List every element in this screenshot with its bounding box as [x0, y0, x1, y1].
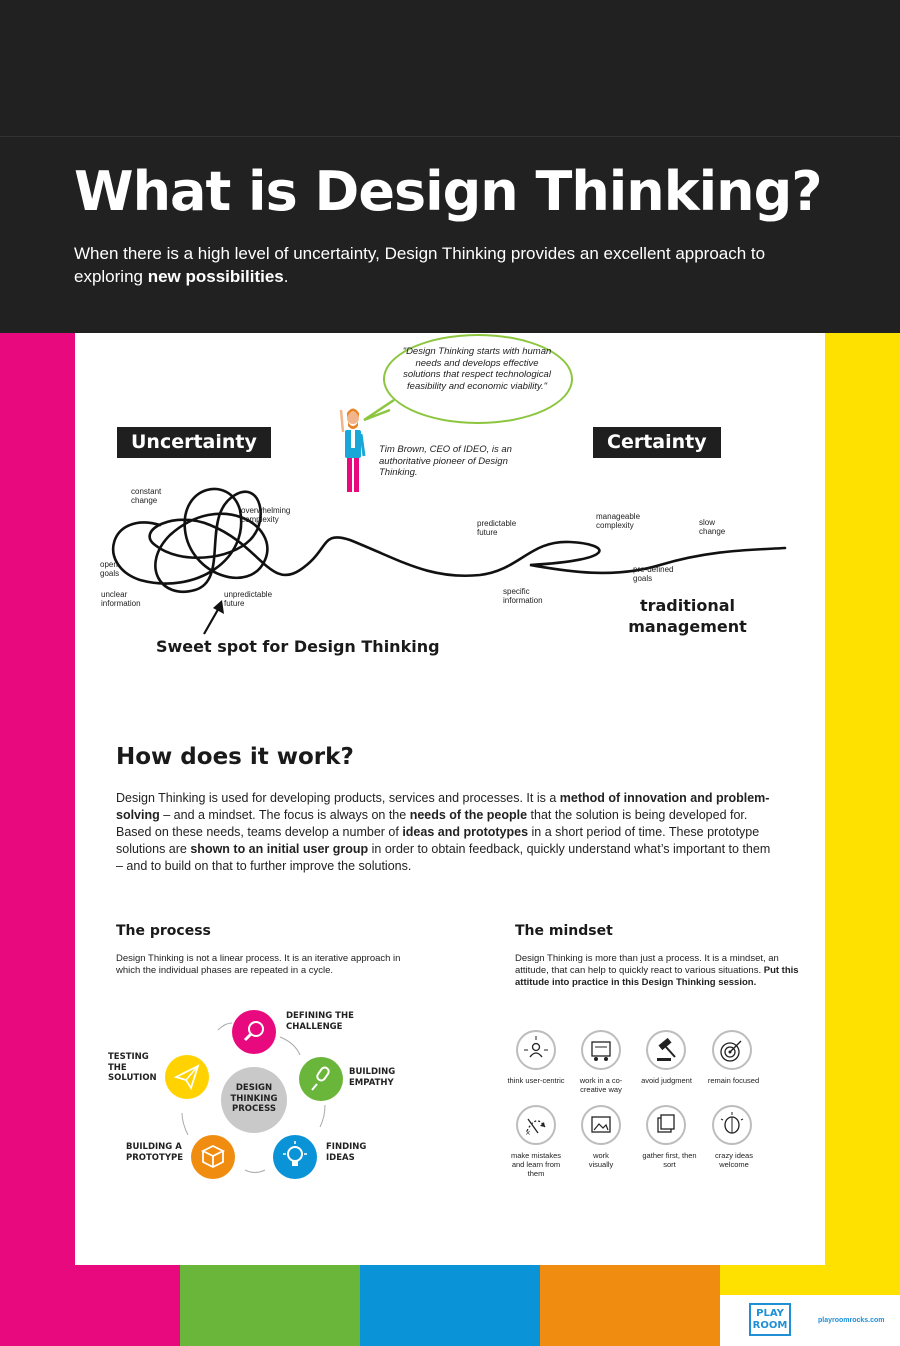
how-paragraph-text: in a short period of time. These prototype solutions are — [116, 825, 760, 856]
label-unclear-information: unclear information — [101, 590, 141, 608]
lightbulb-icon — [273, 1135, 317, 1179]
mindset-label-user-centric: think user-centric — [507, 1076, 565, 1085]
paper-plane-icon — [165, 1055, 209, 1099]
magnifier-icon — [232, 1010, 276, 1054]
bottom-magenta-bar — [75, 1265, 180, 1346]
brain-icon — [712, 1105, 752, 1145]
label-manageable-complexity: manageable complexity — [596, 512, 641, 530]
user-focus-icon — [516, 1030, 556, 1070]
mindset-label-crazy-ideas: crazy ideas welcome — [715, 1151, 753, 1169]
phase-circle-prototype — [191, 1135, 235, 1179]
how-paragraph-text: that the solution is being developed for. Based on these needs, teams develop a number of — [116, 808, 748, 839]
how-paragraph-bold: ideas and prototypes — [402, 825, 529, 839]
team-icon — [581, 1030, 621, 1070]
mindset-text-bold: Put this attitude into practice in this Design Thinking session. — [515, 965, 799, 988]
how-paragraph-text: Design Thinking is used for developing products, services and processes. It is a — [116, 791, 560, 805]
phase-circle-empathy — [299, 1057, 343, 1101]
website-link[interactable]: playroomrocks.com — [818, 1317, 885, 1324]
picture-icon — [581, 1105, 621, 1145]
page-subtitle — [74, 242, 774, 288]
stack-icon — [646, 1105, 686, 1145]
subtitle-text: When there is a high level of uncertainty, Design Thinking provides an excellent approach to exploring — [74, 244, 766, 286]
phase-label-ideas: FINDING IDEAS — [326, 1142, 367, 1163]
phase-label-empathy: BUILDING EMPATHY — [349, 1067, 396, 1088]
sweet-spot-label: Sweet spot for Design Thinking — [156, 637, 440, 656]
traditional-management-label: traditional management — [628, 596, 747, 636]
logo-line1: PLAY — [756, 1308, 784, 1319]
target-icon — [712, 1030, 752, 1070]
bottom-yellow-bar — [720, 1265, 900, 1295]
left-magenta-bar — [0, 333, 75, 1346]
quote-author: Tim Brown, CEO of IDEO, is an authoritative pioneer of Design Thinking. — [379, 444, 512, 478]
logo-line2: ROOM — [752, 1320, 788, 1331]
uncertainty-label: Uncertainty — [117, 427, 271, 458]
label-predefined-goals: pre-defined goals — [633, 565, 674, 583]
how-paragraph — [116, 790, 776, 875]
label-slow-change: slow change — [699, 518, 726, 536]
mindset-label-co-creative: work in a co-creative way — [579, 1076, 623, 1094]
label-unpredictable-future: unpredictable future — [224, 590, 273, 608]
phase-label-defining: DEFINING THE CHALLENGE — [286, 1011, 354, 1032]
phase-circle-testing — [165, 1055, 209, 1099]
bottom-blue-bar — [360, 1265, 540, 1346]
header-divider — [0, 136, 900, 137]
label-open-goals: open goals — [100, 560, 120, 578]
arrows-icon — [516, 1105, 556, 1145]
certainty-label: Certainty — [593, 427, 721, 458]
how-paragraph-bold: needs of the people — [409, 808, 528, 822]
how-paragraph-text: in order to obtain feedback, quickly understand what’s important to them – and to build on that to further improve the solutions. — [116, 842, 771, 873]
box-icon — [191, 1135, 235, 1179]
process-text: Design Thinking is not a linear process. It is an iterative approach in which the individual phases are repeated in a cycle. — [116, 953, 401, 976]
right-yellow-bar — [825, 333, 900, 1265]
microphone-icon — [299, 1057, 343, 1101]
gavel-icon — [646, 1030, 686, 1070]
bottom-green-bar — [180, 1265, 360, 1346]
mindset-label-remain-focused: remain focused — [707, 1076, 760, 1085]
quote-text: "Design Thinking starts with human needs and develops effective solutions that respect technological feasibility and economic viability." — [402, 346, 552, 392]
label-predictable-future: predictable future — [477, 519, 517, 537]
mindset-text — [515, 953, 815, 989]
mindset-label-mistakes: make mistakes and learn from them — [510, 1151, 561, 1178]
phase-label-testing: TESTING THE SOLUTION — [108, 1052, 157, 1083]
phase-circle-defining — [232, 1010, 276, 1054]
process-center — [221, 1067, 287, 1133]
how-paragraph-text: – and a mindset. The focus is always on the — [159, 808, 410, 822]
how-paragraph-bold: method of innovation and problem-solving — [116, 791, 770, 822]
label-overwhelming-complexity: overwhelming complexity — [241, 506, 291, 524]
mindset-text-plain: Design Thinking is more than just a process. It is a mindset, an attitude, that can help to quickly react to various situations. — [515, 953, 779, 976]
subtitle-end: . — [283, 267, 289, 286]
page-title: What is Design Thinking? — [74, 160, 822, 223]
bottom-orange-bar — [540, 1265, 720, 1346]
phase-circle-ideas — [273, 1135, 317, 1179]
phase-label-prototype: BUILDING A PROTOTYPE — [126, 1142, 184, 1163]
playroom-logo[interactable] — [749, 1303, 791, 1336]
how-paragraph-bold: shown to an initial user group — [190, 842, 369, 856]
mindset-label-avoid-judgment: avoid judgment — [641, 1076, 692, 1085]
mindset-label-gather-first: gather first, then sort — [642, 1151, 697, 1169]
svg-text:×: × — [525, 1129, 531, 1137]
label-constant-change: constant change — [131, 487, 162, 505]
mindset-label-work-visually: work visually — [588, 1151, 614, 1169]
label-specific-information: specific information — [503, 587, 543, 605]
mindset-heading: The mindset — [515, 923, 613, 939]
subtitle-bold: new possibilities — [147, 267, 284, 286]
how-heading: How does it work? — [116, 744, 354, 770]
process-heading: The process — [116, 923, 211, 939]
process-center-label: DESIGN THINKING PROCESS — [230, 1083, 278, 1114]
